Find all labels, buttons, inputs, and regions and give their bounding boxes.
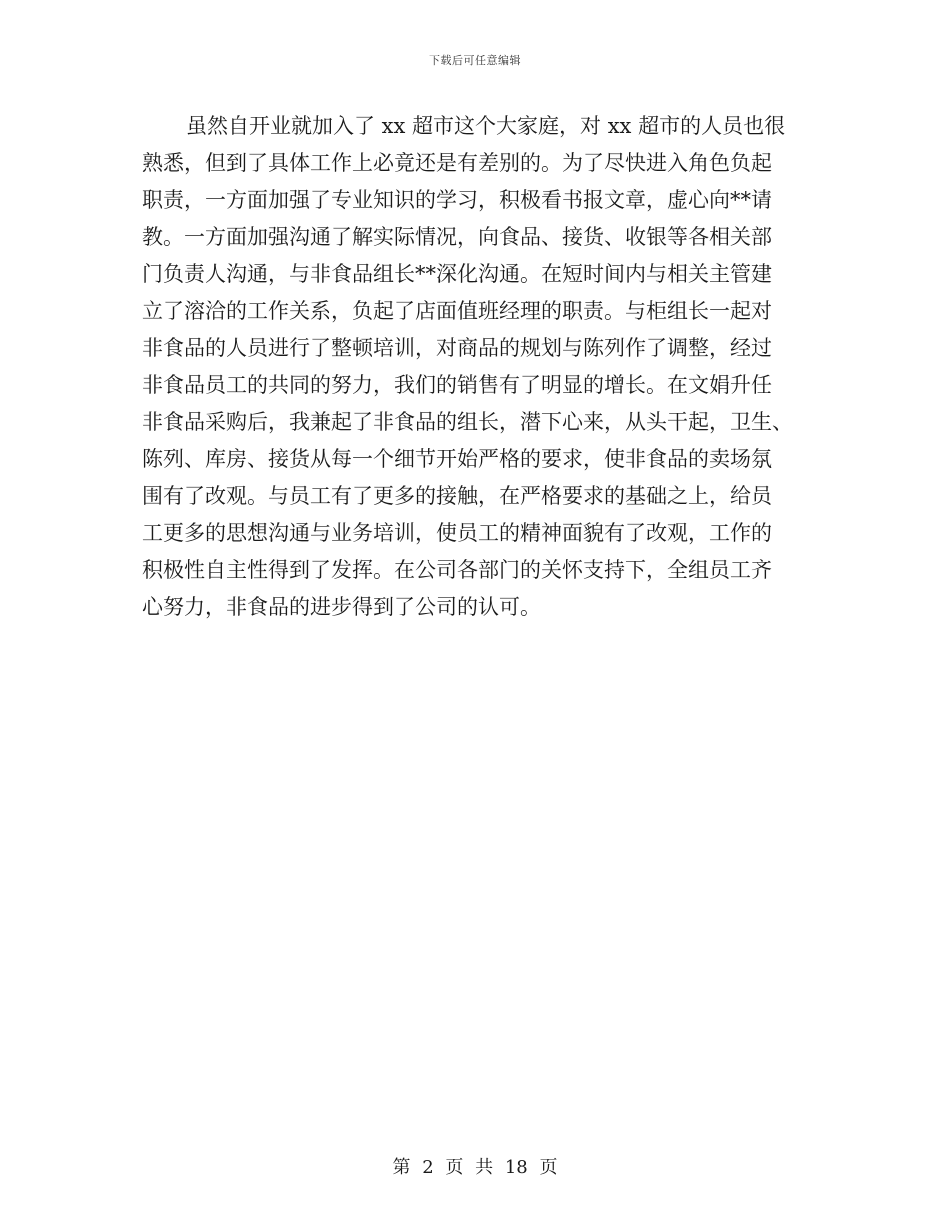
paragraph-line: 门负责人沟通，与非食品组长**深化沟通。在短时间内与相关主管建	[142, 262, 772, 286]
paragraph-line: 工更多的思想沟通与业务培训，使员工的精神面貌有了改观，工作的	[142, 521, 772, 545]
paragraph-line: 陈列、库房、接货从每一个细节开始严格的要求，使非食品的卖场氛	[142, 447, 772, 471]
paragraph-line: 熟悉，但到了具体工作上必竟还是有差别的。为了尽快进入角色负起	[142, 151, 772, 175]
paragraph-line: 立了溶洽的工作关系，负起了店面值班经理的职责。与柜组长一起对	[142, 299, 772, 323]
page-number-footer: 第 2 页 共 18 页	[392, 1157, 558, 1178]
paragraph-line: 职责，一方面加强了专业知识的学习，积极看书报文章，虚心向**请	[142, 188, 772, 212]
paragraph-line: 心努力，非食品的进步得到了公司的认可。	[142, 595, 541, 619]
paragraph-line: 非食品员工的共同的努力，我们的销售有了明显的增长。在文娟升任	[142, 373, 772, 397]
paragraph-line: 积极性自主性得到了发挥。在公司各部门的关怀支持下，全组员工齐	[142, 558, 772, 582]
paragraph-line: 围有了改观。与员工有了更多的接触，在严格要求的基础之上，给员	[142, 484, 772, 508]
body-paragraph	[142, 108, 814, 626]
paragraph-line: 虽然自开业就加入了 xx 超市这个大家庭，对 xx 超市的人员也很	[186, 114, 786, 138]
paragraph-line: 教。一方面加强沟通了解实际情况，向食品、接货、收银等各相关部	[142, 225, 772, 249]
paragraph-line: 非食品的人员进行了整顿培训，对商品的规划与陈列作了调整，经过	[142, 336, 772, 360]
paragraph-line: 非食品采购后，我兼起了非食品的组长，潜下心来，从头干起，卫生、	[142, 410, 793, 434]
page-header: 下载后可任意编辑	[429, 54, 521, 67]
